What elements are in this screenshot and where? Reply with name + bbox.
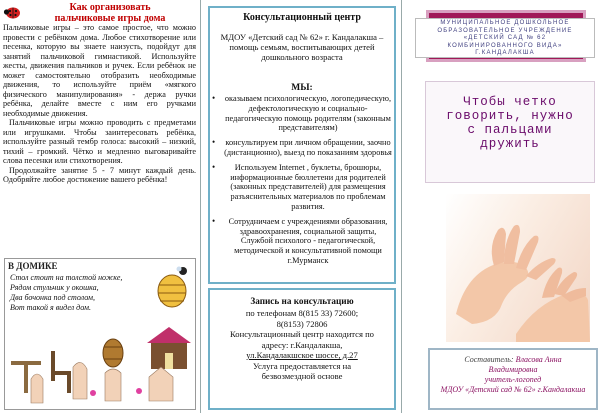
bullet-icon: • (212, 93, 216, 103)
authors (430, 355, 596, 395)
authors-label: Составитель: (464, 355, 514, 364)
phone-line: 8(8153) 72806 (276, 318, 328, 329)
address-line: Консультационный центр находится по (230, 329, 374, 339)
poem-line: Стол стоит на толстой ножке, (10, 273, 123, 282)
poem-line: Рядом стульчик у окошка, (10, 283, 99, 292)
phone-line: по телефонам 8(815 33) 72600; (245, 308, 359, 318)
hand-gestures-illustration (9, 321, 193, 407)
org-name-line: Г.КАНДАЛАКША (475, 50, 535, 56)
service-item-text: Сотрудничаем с учреждениями образования, здравоохранения, социальной защиты, Службой психолого - педагогической, методической и консультативной помощи г.Мурманск (228, 216, 388, 265)
org-name (418, 20, 592, 58)
org-name-line: «ДЕТСКИЙ САД № 62 (463, 35, 547, 41)
baby-hands-photo (446, 194, 590, 342)
bullet-icon: • (212, 137, 216, 148)
finger-games-paragraph-1: Пальчиковые игры – это самое простое, что можно провести с ребёнком дома. Любое стихотворение или песенка, которую вы знаете наизусть, подойдут для занятий пальчиковой гимнастикой. Используйте жесты, движения пальчиков и ручек. Если ребёнок не может самостоятельно отобразить необходимые движения, то используйте приём «мягкого физического манипулирования» - держа ручки ребёнка, делайте вместе с ним его ручками необходимые движения. (3, 23, 196, 118)
brochure-slogan (428, 95, 592, 151)
address-line: адресу: г.Кандалакша, (261, 339, 343, 350)
home-rhyme-title: В ДОМИКЕ (8, 261, 58, 271)
slogan-line: говорить, нужно (446, 109, 574, 123)
bee-hive-illustration (153, 263, 191, 311)
finger-games-title (30, 2, 190, 24)
fold-line-right (401, 0, 402, 413)
ladybug-icon (3, 5, 21, 19)
org-name-line: МУНИЦИПАЛЬНОЕ ДОШКОЛЬНОЕ (440, 20, 570, 26)
consult-center-title: Консультационный центр (243, 12, 361, 23)
bullet-icon: • (212, 215, 216, 226)
poem-line: Два бочонка под столом, (10, 293, 96, 302)
home-rhyme-poem (10, 273, 140, 313)
baby-hands-image (446, 194, 590, 342)
address-line: ул.Кандалакшское шоссе, д.27 (246, 350, 358, 360)
author-name: Власова Анна (515, 355, 562, 364)
finger-games-paragraph-2: Пальчиковые игры можно проводить с предметами или игрушками. Чтобы заинтересовать ребёнка, используйте разный тембр голоса: высокий – низкий, тихий – громкий. Чётко и медленно выговаривайте слова песенки или стихотворения. (3, 118, 196, 165)
service-note-line: безвозмездной основе (261, 371, 343, 381)
author-organization: МДОУ «Детский сад № 62» г.Кандалакша (440, 385, 586, 394)
slogan-line: с пальцами (467, 123, 553, 137)
finger-games-title-line-2: пальчиковые игры дома (54, 13, 166, 24)
author-patronymic: Владимировна (488, 365, 538, 374)
list-item (212, 138, 392, 158)
service-note-line: Услуга предоставляется на (252, 360, 352, 371)
list-item (212, 217, 392, 266)
list-item (212, 163, 392, 212)
slogan-line: дружить (480, 137, 540, 151)
services-list (212, 94, 392, 271)
service-item-text: оказываем психологическую, логопедическую, дефектологическую и социально-педагогическую помощь родителям (законным представителям) (224, 94, 392, 133)
consult-center-intro: МДОУ «Детский сад № 62» г. Кандалакша – помощь семьям, воспитывающих детей дошкольного возраста (220, 32, 384, 62)
fold-line-left (200, 0, 201, 413)
home-rhyme-box (4, 258, 196, 410)
finger-games-text (3, 23, 196, 185)
org-name-line: КОМБИНИРОВАННОГО ВИДА» (447, 42, 563, 49)
registration-title: Запись на консультацию (250, 296, 354, 306)
service-item-text: Используем Internet , буклеты, брошюры, информационные бюллетени для родителей (законных представителей) для размещения разъяснительных материалов по проблемам развития. (230, 162, 386, 211)
bullet-icon: • (212, 161, 216, 172)
poem-line: Вот такой я видел дом. (10, 303, 91, 312)
slogan-line: Чтобы четко (463, 95, 557, 109)
finger-games-title-line-1: Как организовать (69, 2, 151, 13)
registration-details (210, 308, 394, 382)
finger-games-paragraph-3: Продолжайте занятие 5 - 7 минут каждый день. Одобряйте любое достижение вашего ребёнка! (3, 165, 196, 184)
org-name-line: ОБРАЗОВАТЕЛЬНОЕ УЧРЕЖДЕНИЕ (437, 27, 573, 34)
we-heading: МЫ: (291, 83, 313, 93)
author-role: учитель-логопед (484, 375, 542, 384)
list-item (212, 94, 392, 133)
service-item-text: консультируем при личном обращении, заочно (дистанционно), выезд по показаниям здоровья (224, 138, 392, 157)
